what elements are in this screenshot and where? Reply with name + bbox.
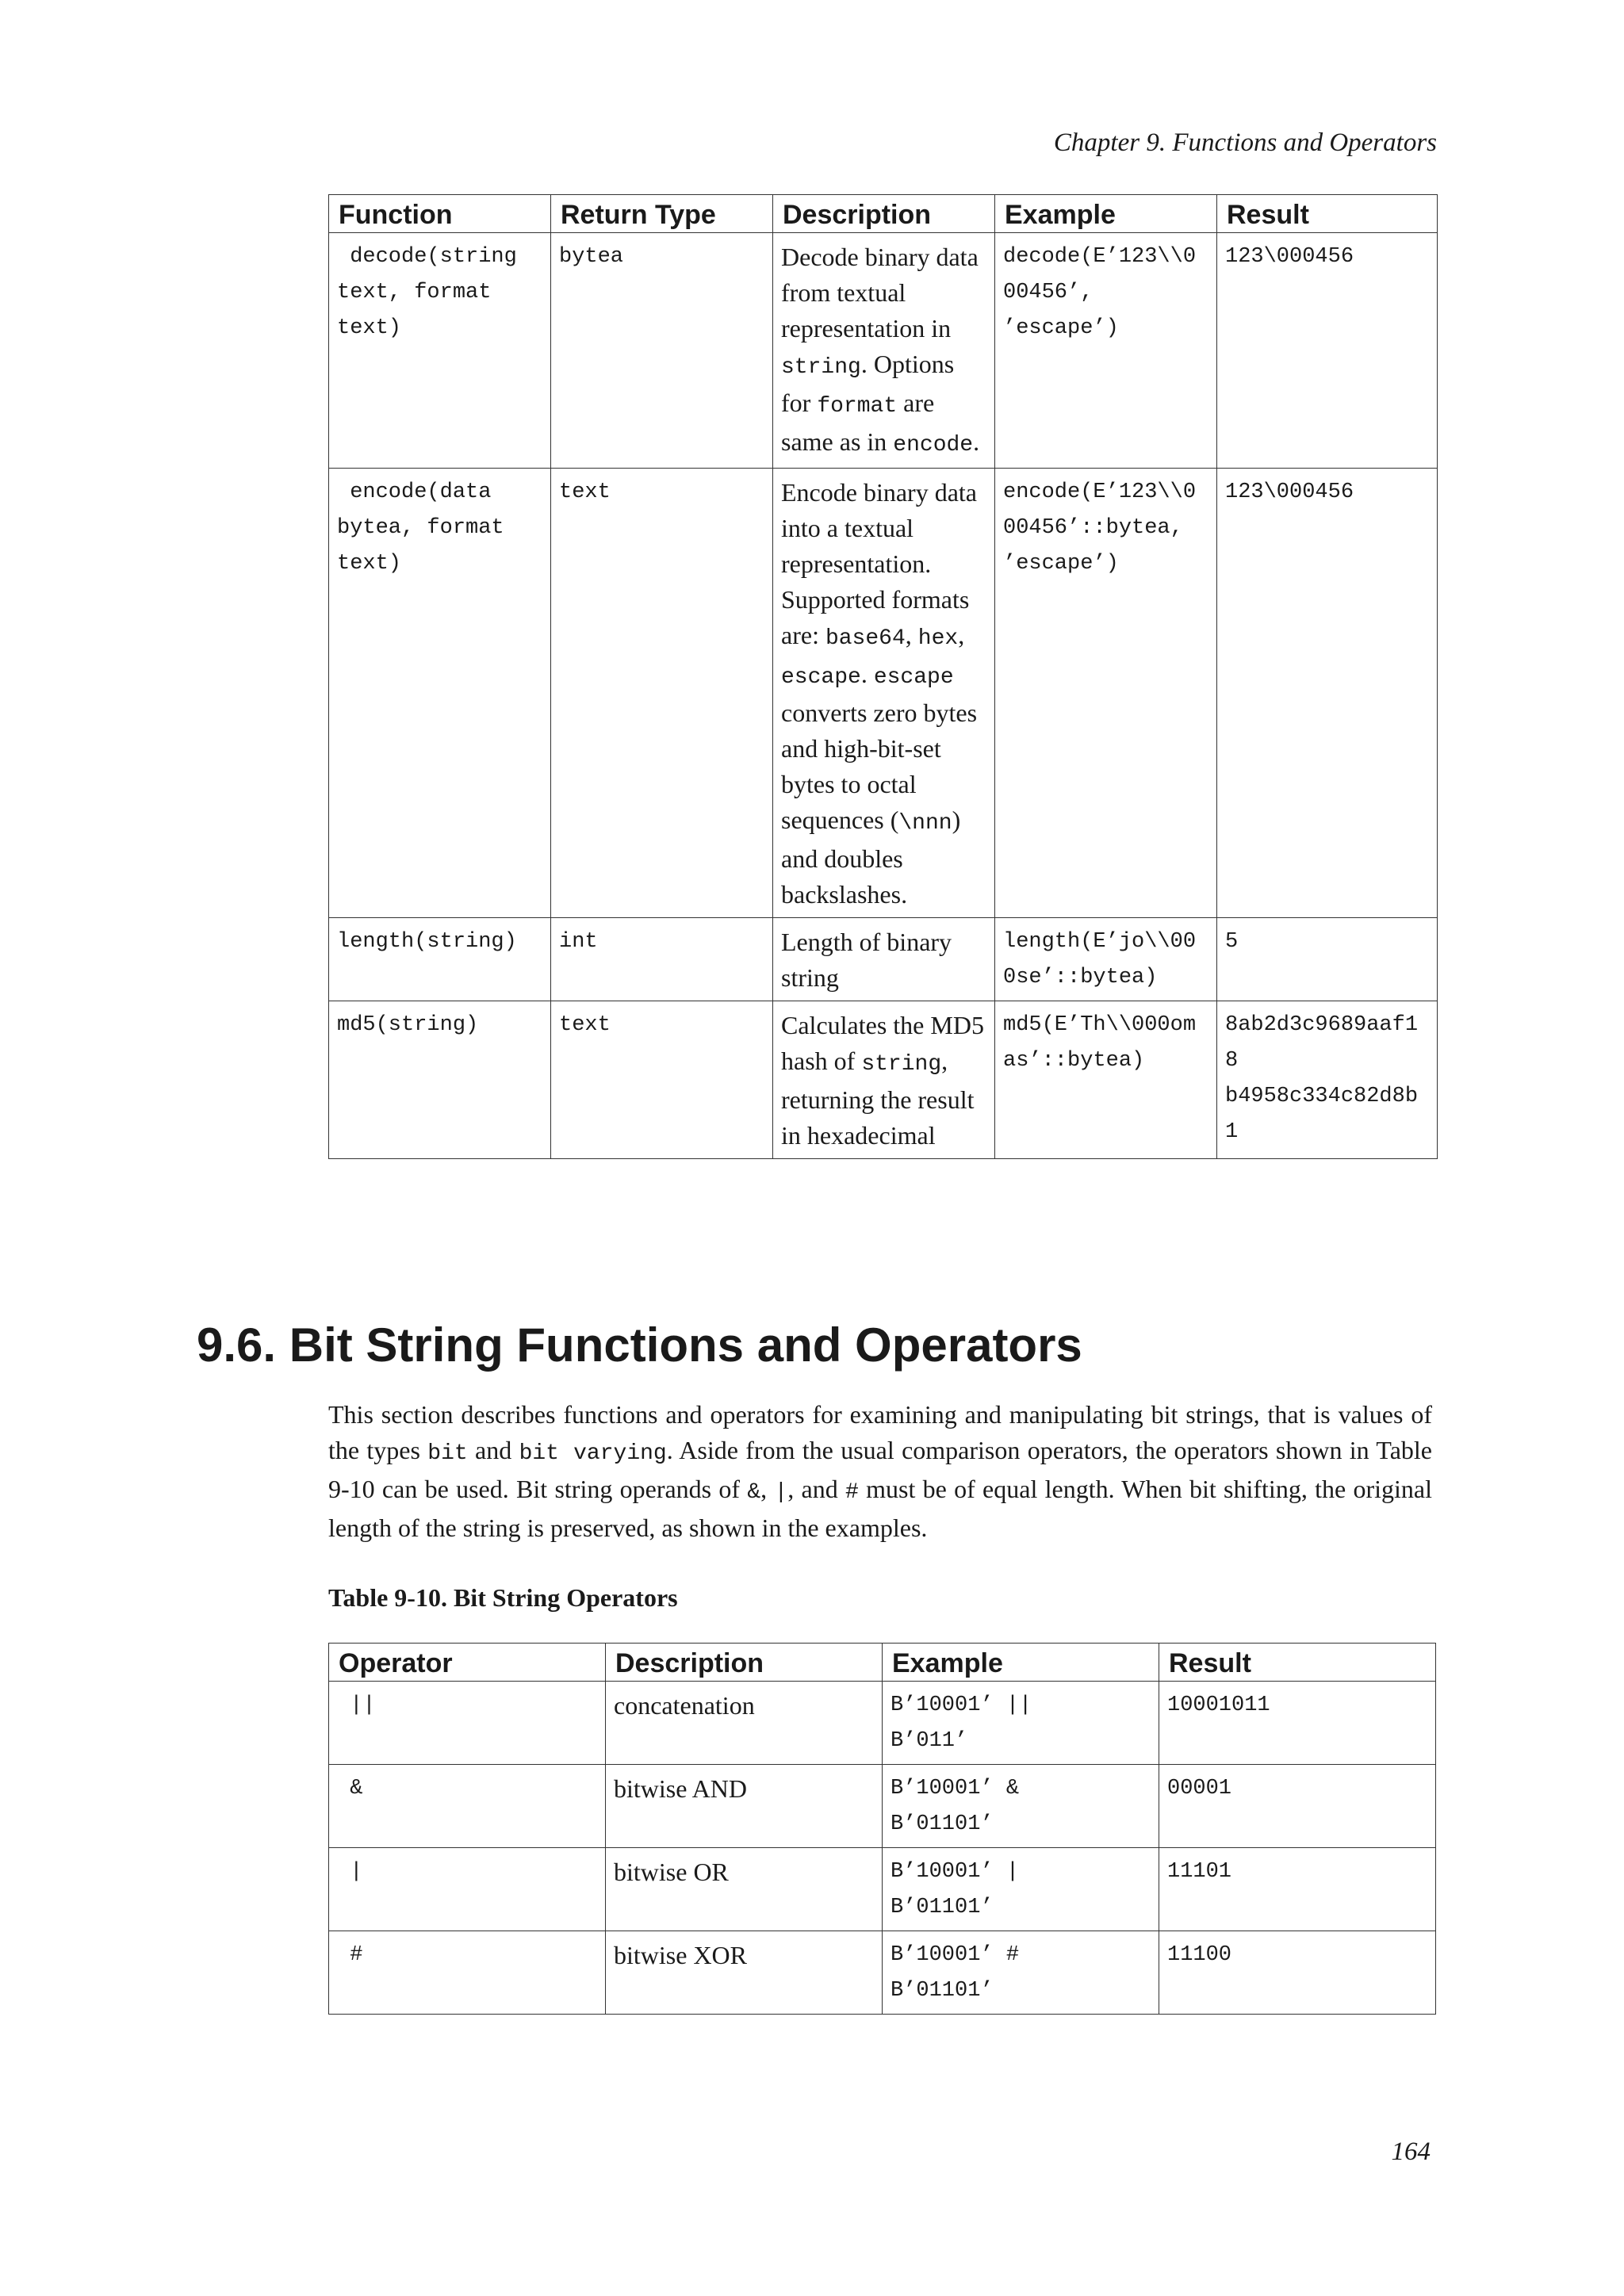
inline-code: escape [873, 665, 954, 690]
text-run: . Aside from the usual comparison operators, the operators shown in Table 9-10 can be used. Bit string operands of [328, 1436, 1433, 1503]
result-value: 123\000456 [1217, 233, 1438, 469]
function-signature: md5(string) [329, 1001, 551, 1159]
text-run: Calculates the MD5 hash of [781, 1011, 984, 1075]
table-row [329, 1931, 1436, 2015]
example-code: md5(E’Th\\000omas’::bytea) [995, 1001, 1217, 1159]
inline-code: base64 [825, 626, 906, 651]
operator-symbol: # [329, 1931, 606, 2015]
operator-description: bitwise XOR [606, 1931, 883, 2015]
description-cell [773, 1001, 995, 1159]
bit-string-operators-table [328, 1643, 1436, 2015]
text-run: and [467, 1436, 519, 1464]
example-code: decode(E’123\\000456’, ’escape’) [995, 233, 1217, 469]
inline-code: string [861, 1052, 942, 1077]
inline-code: bit varying [519, 1441, 667, 1466]
result-value: 00001 [1159, 1765, 1436, 1848]
column-header-function: Function [329, 195, 551, 233]
table-row [329, 1848, 1436, 1931]
table-row [329, 1765, 1436, 1848]
return-type: text [551, 469, 773, 918]
table-header-row [329, 1644, 1436, 1682]
description-cell [773, 918, 995, 1001]
description-cell [773, 469, 995, 918]
text-run: , [760, 1475, 775, 1503]
example-code: B’10001’ & B’01101’ [883, 1765, 1159, 1848]
binary-functions-table [328, 194, 1438, 1159]
text-run: , [958, 621, 965, 649]
operator-description: concatenation [606, 1682, 883, 1765]
function-signature: length(string) [329, 918, 551, 1001]
section-heading: 9.6. Bit String Functions and Operators [197, 1318, 1082, 1372]
operator-symbol: | [329, 1848, 606, 1931]
operator-description: bitwise AND [606, 1765, 883, 1848]
text-run: ) and doubles backslashes. [781, 806, 961, 909]
return-type: int [551, 918, 773, 1001]
table-header-row [329, 195, 1438, 233]
text-run: This section describes functions and operators for examining and manipulating bit strings, that is values of the types [328, 1400, 1432, 1464]
example-code: length(E’jo\\000se’::bytea) [995, 918, 1217, 1001]
operator-symbol: || [329, 1682, 606, 1765]
result-value: 10001011 [1159, 1682, 1436, 1765]
inline-code: escape [781, 665, 861, 690]
result-value: 123\000456 [1217, 469, 1438, 918]
text-run: . [860, 660, 874, 688]
inline-code: \nnn [898, 811, 952, 836]
text-run: . Options for [781, 350, 955, 417]
inline-code: # [845, 1480, 859, 1505]
table-row [329, 233, 1438, 469]
section-intro-paragraph [328, 1397, 1432, 1546]
example-code: B’10001’ || B’011’ [883, 1682, 1159, 1765]
table-row [329, 1001, 1438, 1159]
column-header-operator: Operator [329, 1644, 606, 1682]
text-run: . [973, 427, 980, 456]
return-type: bytea [551, 233, 773, 469]
text-run: must be of equal length. When bit shifting, the original length of the string is preserved, as shown in the examples. [328, 1475, 1433, 1542]
column-header-result: Result [1159, 1644, 1436, 1682]
text-run: , returning the result in hexadecimal [781, 1047, 975, 1150]
running-header: Chapter 9. Functions and Operators [1053, 128, 1437, 157]
inline-code: string [781, 355, 861, 380]
inline-code: hex [917, 626, 959, 651]
inline-code: | [774, 1480, 788, 1505]
inline-code: bit [427, 1441, 468, 1466]
table-row [329, 918, 1438, 1001]
example-code: B’10001’ | B’01101’ [883, 1848, 1159, 1931]
inline-code: encode [893, 433, 974, 457]
column-header-result: Result [1217, 195, 1438, 233]
result-value: 11101 [1159, 1848, 1436, 1931]
text-run: Length of binary string [781, 928, 952, 992]
text-run: are same as in [781, 388, 935, 456]
text-run: converts zero bytes and high-bit-set bytes to octal sequences ( [781, 698, 978, 834]
operator-symbol: & [329, 1765, 606, 1848]
example-code: B’10001’ # B’01101’ [883, 1931, 1159, 2015]
table-row [329, 1682, 1436, 1765]
column-header-example: Example [883, 1644, 1159, 1682]
inline-code: & [747, 1480, 761, 1505]
text-run: , [905, 621, 918, 649]
return-type: text [551, 1001, 773, 1159]
operator-description: bitwise OR [606, 1848, 883, 1931]
description-cell [773, 233, 995, 469]
page-number: 164 [1391, 2137, 1431, 2166]
function-signature: encode(data bytea, format text) [329, 469, 551, 918]
column-header-return-type: Return Type [551, 195, 773, 233]
text-run: Encode binary data into a textual representation. Supported formats are: [781, 478, 977, 649]
example-code: encode(E’123\\000456’::bytea, ’escape’) [995, 469, 1217, 918]
table-caption: Table 9-10. Bit String Operators [328, 1583, 678, 1612]
column-header-description: Description [606, 1644, 883, 1682]
text-run: Decode binary data from textual representation in [781, 243, 979, 342]
result-value: 8ab2d3c9689aaf18 b4958c334c82d8b1 [1217, 1001, 1438, 1159]
column-header-description: Description [773, 195, 995, 233]
result-value: 11100 [1159, 1931, 1436, 2015]
text-run: , and [787, 1475, 846, 1503]
result-value: 5 [1217, 918, 1438, 1001]
inline-code: format [817, 394, 898, 419]
function-signature: decode(string text, format text) [329, 233, 551, 469]
column-header-example: Example [995, 195, 1217, 233]
table-row [329, 469, 1438, 918]
